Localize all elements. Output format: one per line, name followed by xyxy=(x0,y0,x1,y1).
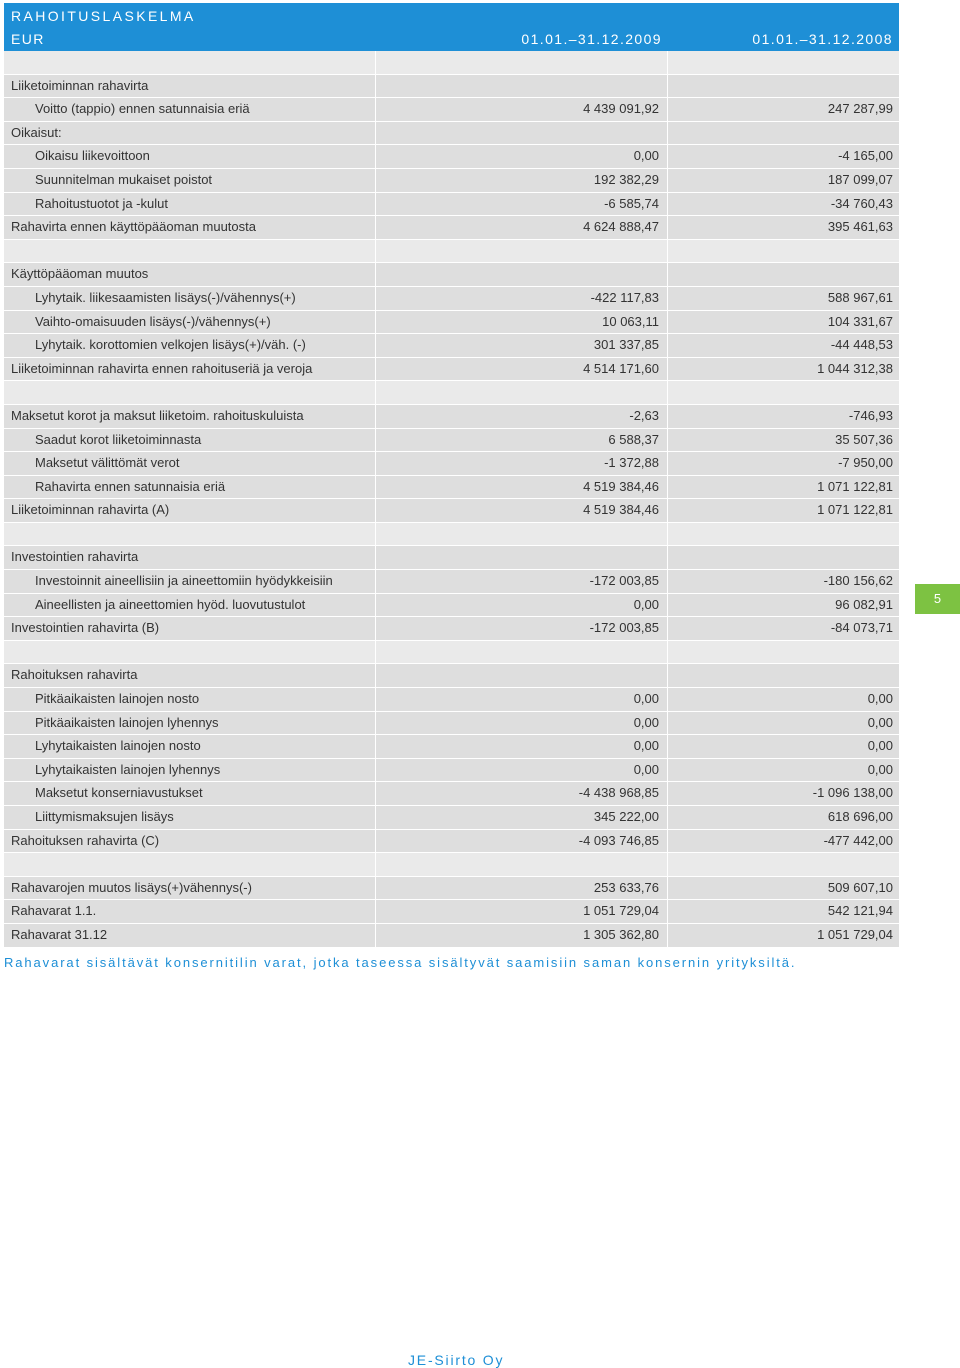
value-2008: 618 696,00 xyxy=(668,806,899,829)
table-row xyxy=(4,452,899,476)
value-2009: 301 337,85 xyxy=(376,334,667,357)
value-2009: 345 222,00 xyxy=(376,806,667,829)
table-row xyxy=(4,476,899,500)
value-2009: 0,00 xyxy=(376,759,667,782)
table-row xyxy=(4,688,899,712)
table-row xyxy=(4,193,899,217)
row-label: Maksetut korot ja maksut liiketoim. rahoituskuluista xyxy=(4,405,375,428)
value-2009 xyxy=(376,51,667,74)
value-2008: 1 044 312,38 xyxy=(668,358,899,381)
table-row xyxy=(4,358,899,382)
company-footer: JE-Siirto Oy xyxy=(408,1352,505,1368)
value-2008 xyxy=(668,75,899,98)
row-label xyxy=(4,381,375,404)
table-row xyxy=(4,735,899,759)
row-label: Lyhytaik. liikesaamisten lisäys(-)/vähennys(+) xyxy=(4,287,375,310)
page-number-tab: 5 xyxy=(915,584,960,614)
row-label: Oikaisu liikevoittoon xyxy=(4,145,375,168)
value-2008: -180 156,62 xyxy=(668,570,899,593)
row-label: Lyhytaikaisten lainojen lyhennys xyxy=(4,759,375,782)
row-label xyxy=(4,240,375,263)
value-2009: -6 585,74 xyxy=(376,193,667,216)
currency-label: EUR xyxy=(11,31,45,47)
value-2008: 0,00 xyxy=(668,688,899,711)
row-label: Lyhytaik. korottomien velkojen lisäys(+)/väh. (-) xyxy=(4,334,375,357)
value-2008: 0,00 xyxy=(668,735,899,758)
row-label: Suunnitelman mukaiset poistot xyxy=(4,169,375,192)
table-row xyxy=(4,853,899,877)
statement-header xyxy=(4,3,899,51)
table-row xyxy=(4,311,899,335)
table-row xyxy=(4,594,899,618)
row-label: Rahavarat 1.1. xyxy=(4,900,375,923)
value-2009: 253 633,76 xyxy=(376,877,667,900)
table-row xyxy=(4,405,899,429)
value-2008: 187 099,07 xyxy=(668,169,899,192)
value-2009: -4 438 968,85 xyxy=(376,782,667,805)
table-row xyxy=(4,98,899,122)
row-label: Rahoitustuotot ja -kulut xyxy=(4,193,375,216)
value-2008 xyxy=(668,523,899,546)
row-label: Rahavarojen muutos lisäys(+)vähennys(-) xyxy=(4,877,375,900)
value-2009: 1 305 362,80 xyxy=(376,924,667,947)
statement-title: RAHOITUSLASKELMA xyxy=(11,8,196,24)
value-2008 xyxy=(668,546,899,569)
table-row xyxy=(4,830,899,854)
value-2008 xyxy=(668,263,899,286)
value-2009 xyxy=(376,853,667,876)
value-2008: 104 331,67 xyxy=(668,311,899,334)
row-label: Käyttöpääoman muutos xyxy=(4,263,375,286)
row-label: Rahoituksen rahavirta (C) xyxy=(4,830,375,853)
value-2009: -172 003,85 xyxy=(376,617,667,640)
value-2008: -34 760,43 xyxy=(668,193,899,216)
table-row xyxy=(4,240,899,264)
row-label: Voitto (tappio) ennen satunnaisia eriä xyxy=(4,98,375,121)
value-2008 xyxy=(668,641,899,664)
value-2008 xyxy=(668,853,899,876)
value-2009: -1 372,88 xyxy=(376,452,667,475)
value-2008: 395 461,63 xyxy=(668,216,899,239)
table-row xyxy=(4,546,899,570)
table-row xyxy=(4,924,899,948)
period-current-header: 01.01.–31.12.2009 xyxy=(521,31,662,47)
value-2009: 4 519 384,46 xyxy=(376,476,667,499)
table-row xyxy=(4,51,899,75)
table-row xyxy=(4,145,899,169)
row-label: Liiketoiminnan rahavirta xyxy=(4,75,375,98)
row-label xyxy=(4,853,375,876)
table-row xyxy=(4,381,899,405)
row-label: Saadut korot liiketoiminnasta xyxy=(4,429,375,452)
value-2009: 4 519 384,46 xyxy=(376,499,667,522)
footnote: Rahavarat sisältävät konsernitilin varat, jotka taseessa sisältyvät saamisiin saman konsernin yrityksiltä. xyxy=(4,955,797,970)
value-2009 xyxy=(376,240,667,263)
row-label: Investointien rahavirta xyxy=(4,546,375,569)
value-2008: 509 607,10 xyxy=(668,877,899,900)
value-2009 xyxy=(376,664,667,687)
value-2008: -4 165,00 xyxy=(668,145,899,168)
value-2009: 0,00 xyxy=(376,594,667,617)
value-2009: 0,00 xyxy=(376,145,667,168)
table-row xyxy=(4,782,899,806)
column-header-row xyxy=(4,27,899,51)
value-2009 xyxy=(376,523,667,546)
value-2008: 588 967,61 xyxy=(668,287,899,310)
table-row xyxy=(4,877,899,901)
row-label: Liittymismaksujen lisäys xyxy=(4,806,375,829)
value-2008 xyxy=(668,240,899,263)
table-row xyxy=(4,617,899,641)
value-2009 xyxy=(376,263,667,286)
row-label: Pitkäaikaisten lainojen lyhennys xyxy=(4,712,375,735)
value-2008: 0,00 xyxy=(668,759,899,782)
row-label: Rahavarat 31.12 xyxy=(4,924,375,947)
table-row xyxy=(4,641,899,665)
table-row xyxy=(4,499,899,523)
value-2009: 10 063,11 xyxy=(376,311,667,334)
value-2009: 6 588,37 xyxy=(376,429,667,452)
value-2009: 4 624 888,47 xyxy=(376,216,667,239)
table-row xyxy=(4,334,899,358)
row-label: Aineellisten ja aineettomien hyöd. luovutustulot xyxy=(4,594,375,617)
value-2008: 542 121,94 xyxy=(668,900,899,923)
value-2008: -1 096 138,00 xyxy=(668,782,899,805)
value-2008: 247 287,99 xyxy=(668,98,899,121)
value-2009 xyxy=(376,75,667,98)
value-2008 xyxy=(668,51,899,74)
value-2009: 4 439 091,92 xyxy=(376,98,667,121)
value-2009: -4 093 746,85 xyxy=(376,830,667,853)
value-2008: 1 071 122,81 xyxy=(668,499,899,522)
value-2008: -477 442,00 xyxy=(668,830,899,853)
value-2008: -7 950,00 xyxy=(668,452,899,475)
row-label xyxy=(4,51,375,74)
value-2009 xyxy=(376,381,667,404)
table-row xyxy=(4,570,899,594)
table-row xyxy=(4,900,899,924)
value-2009: 0,00 xyxy=(376,735,667,758)
row-label: Investointien rahavirta (B) xyxy=(4,617,375,640)
row-label: Oikaisut: xyxy=(4,122,375,145)
value-2009: 0,00 xyxy=(376,688,667,711)
value-2008: 1 071 122,81 xyxy=(668,476,899,499)
value-2008: 1 051 729,04 xyxy=(668,924,899,947)
row-label: Rahavirta ennen satunnaisia eriä xyxy=(4,476,375,499)
row-label: Maksetut välittömät verot xyxy=(4,452,375,475)
row-label: Rahavirta ennen käyttöpääoman muutosta xyxy=(4,216,375,239)
table-row xyxy=(4,216,899,240)
table-row xyxy=(4,664,899,688)
value-2008: 96 082,91 xyxy=(668,594,899,617)
row-label xyxy=(4,523,375,546)
value-2008 xyxy=(668,381,899,404)
statement-rows xyxy=(4,51,899,948)
cash-flow-statement xyxy=(4,3,899,948)
table-row xyxy=(4,122,899,146)
table-row xyxy=(4,806,899,830)
value-2008 xyxy=(668,122,899,145)
table-row xyxy=(4,523,899,547)
row-label: Liiketoiminnan rahavirta ennen rahoituseriä ja veroja xyxy=(4,358,375,381)
table-row xyxy=(4,75,899,99)
value-2009 xyxy=(376,122,667,145)
value-2009: -422 117,83 xyxy=(376,287,667,310)
value-2008: 35 507,36 xyxy=(668,429,899,452)
row-label: Liiketoiminnan rahavirta (A) xyxy=(4,499,375,522)
row-label xyxy=(4,641,375,664)
table-row xyxy=(4,263,899,287)
value-2008: -44 448,53 xyxy=(668,334,899,357)
value-2009 xyxy=(376,546,667,569)
table-row xyxy=(4,759,899,783)
table-row xyxy=(4,287,899,311)
value-2008 xyxy=(668,664,899,687)
value-2008: -746,93 xyxy=(668,405,899,428)
row-label: Pitkäaikaisten lainojen nosto xyxy=(4,688,375,711)
value-2009: 192 382,29 xyxy=(376,169,667,192)
table-row xyxy=(4,169,899,193)
value-2008: 0,00 xyxy=(668,712,899,735)
value-2009: 1 051 729,04 xyxy=(376,900,667,923)
value-2009: -172 003,85 xyxy=(376,570,667,593)
period-previous-header: 01.01.–31.12.2008 xyxy=(752,31,893,47)
value-2009: -2,63 xyxy=(376,405,667,428)
row-label: Rahoituksen rahavirta xyxy=(4,664,375,687)
value-2008: -84 073,71 xyxy=(668,617,899,640)
row-label: Lyhytaikaisten lainojen nosto xyxy=(4,735,375,758)
row-label: Maksetut konserniavustukset xyxy=(4,782,375,805)
value-2009: 4 514 171,60 xyxy=(376,358,667,381)
table-row xyxy=(4,429,899,453)
row-label: Vaihto-omaisuuden lisäys(-)/vähennys(+) xyxy=(4,311,375,334)
row-label: Investoinnit aineellisiin ja aineettomiin hyödykkeisiin xyxy=(4,570,375,593)
value-2009 xyxy=(376,641,667,664)
value-2009: 0,00 xyxy=(376,712,667,735)
table-row xyxy=(4,712,899,736)
